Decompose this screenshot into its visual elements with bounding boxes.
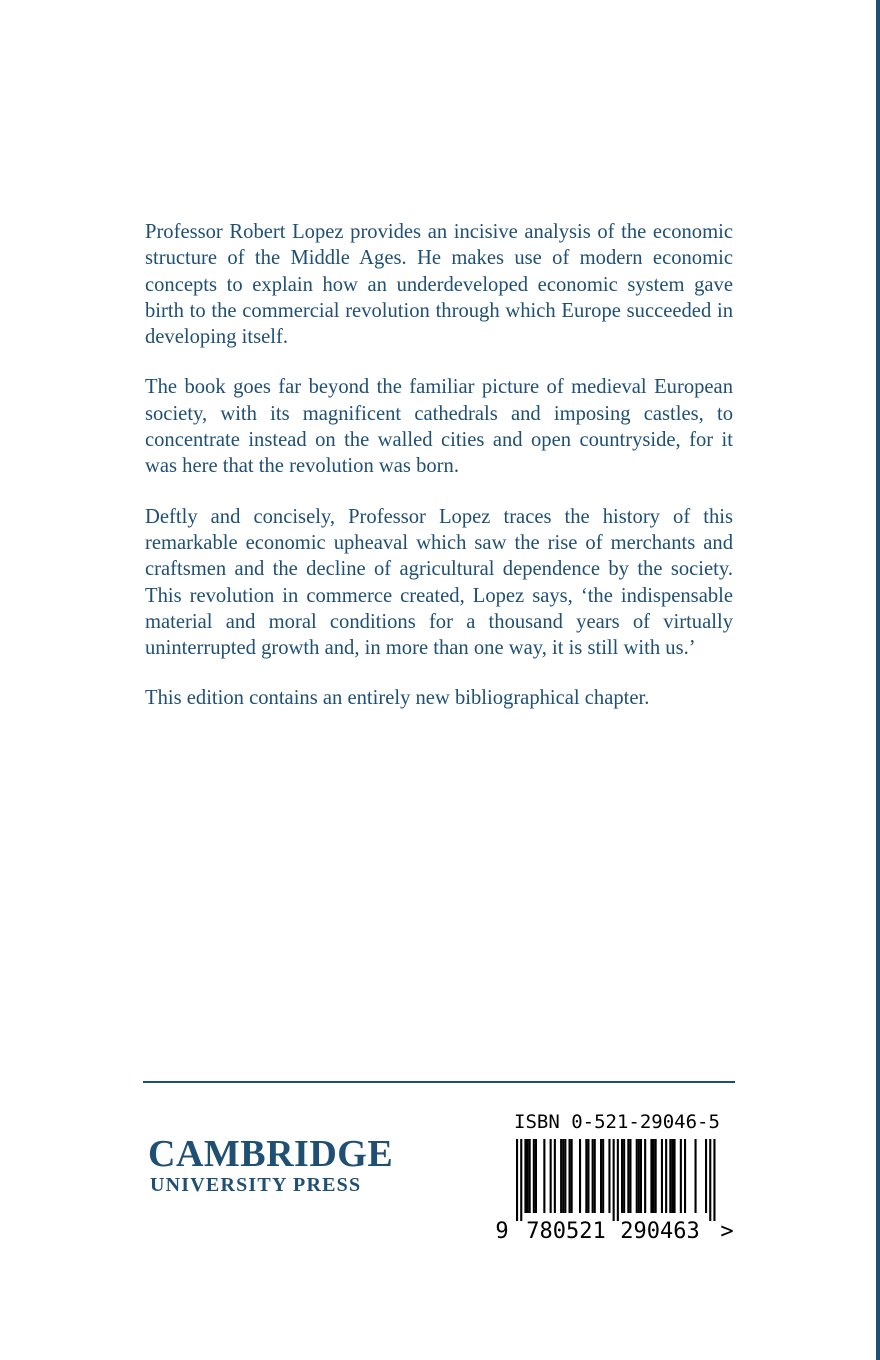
barcode-bar	[564, 1139, 566, 1213]
isbn-barcode	[490, 1110, 740, 1250]
barcode-bar	[600, 1139, 602, 1213]
barcode-bar	[623, 1139, 625, 1213]
barcode-bar	[594, 1139, 596, 1213]
ean-left-group: 780521	[526, 1219, 606, 1244]
barcode-bar	[621, 1139, 623, 1213]
barcode-bar	[535, 1139, 537, 1213]
ean-quiet-zone-marker: >	[720, 1219, 734, 1244]
barcode-bar	[527, 1139, 529, 1213]
barcode-bar	[661, 1139, 663, 1213]
barcode-graphic	[490, 1139, 740, 1244]
barcode-bar	[579, 1139, 581, 1213]
publisher-name: CAMBRIDGE	[148, 1133, 394, 1175]
barcode-bar	[653, 1139, 655, 1213]
barcode-bar	[608, 1139, 610, 1213]
barcode-bar	[571, 1139, 573, 1213]
barcode-bar	[592, 1139, 594, 1213]
barcode-bar	[638, 1139, 640, 1213]
barcode-bar	[684, 1139, 686, 1213]
barcode-bar	[560, 1139, 562, 1213]
barcode-guard-bar	[520, 1139, 522, 1221]
spine-edge	[876, 0, 880, 1360]
barcode-bar	[543, 1139, 545, 1213]
barcode-bar	[705, 1139, 707, 1213]
barcode-bar	[680, 1139, 682, 1213]
barcode-bar	[569, 1139, 571, 1213]
barcode-bar	[533, 1139, 535, 1213]
divider-rule	[143, 1081, 735, 1083]
barcode-bar	[562, 1139, 564, 1213]
barcode-bar	[655, 1139, 657, 1213]
barcode-bar	[695, 1139, 697, 1213]
barcode-bar	[554, 1139, 556, 1213]
barcode-bar	[674, 1139, 676, 1213]
publisher-subtitle: UNIVERSITY PRESS	[150, 1174, 362, 1196]
blurb-paragraph-4: This edition contains an entirely new bibliographical chapter.	[145, 687, 650, 710]
barcode-bar	[636, 1139, 638, 1213]
blurb-paragraph-1: Professor Robert Lopez provides an incisive analysis of the economic structure of the Middle Ages. He makes use of modern economic concepts to explain how an underdeveloped economic system gave birth to the commercial revolution through which Europe succeeded in developing itself.	[145, 221, 733, 349]
barcode-bar	[587, 1139, 589, 1213]
barcode-bar	[602, 1139, 604, 1213]
barcode-bar	[669, 1139, 671, 1213]
barcode-bar	[629, 1139, 631, 1213]
barcode-bar	[550, 1139, 552, 1213]
blurb-text	[145, 219, 733, 736]
barcode-guard-bar	[709, 1139, 711, 1221]
barcode-bar	[671, 1139, 673, 1213]
barcode-bar	[640, 1139, 642, 1213]
isbn-label: ISBN 0-521-29046-5	[514, 1111, 720, 1133]
barcode-bar	[585, 1139, 587, 1213]
barcode-bar	[650, 1139, 652, 1213]
ean-right-group: 290463	[620, 1219, 700, 1244]
blurb-paragraph-3: Deftly and concisely, Professor Lopez traces the history of this remarkable economic upheaval which saw the rise of merchants and craftsmen and the decline of agricultural dependence by the society. This revolution in commerce created, Lopez says, ‘the indispensable material and moral conditions for a thousand years of virtually uninterrupted growth and, in more than one way, it is still with us.’	[145, 505, 733, 660]
barcode-guard-bar	[516, 1139, 518, 1221]
barcode-guard-bar	[613, 1139, 615, 1221]
barcode-bar	[665, 1139, 667, 1213]
ean-first-digit: 9	[495, 1219, 509, 1244]
barcode-bars	[516, 1139, 716, 1221]
barcode-bar	[644, 1139, 646, 1213]
barcode-guard-bar	[713, 1139, 715, 1221]
barcode-bar	[627, 1139, 629, 1213]
blurb-paragraph-2: The book goes far beyond the familiar picture of medieval European society, with its magnificent cathedrals and imposing castles, to concentrate instead on the walled cities and open countryside, for it was here that the revolution was born.	[145, 376, 733, 478]
barcode-guard-bar	[617, 1139, 619, 1221]
barcode-bar	[524, 1139, 526, 1213]
barcode-bar	[529, 1139, 531, 1213]
publisher-logo	[148, 1134, 398, 1196]
